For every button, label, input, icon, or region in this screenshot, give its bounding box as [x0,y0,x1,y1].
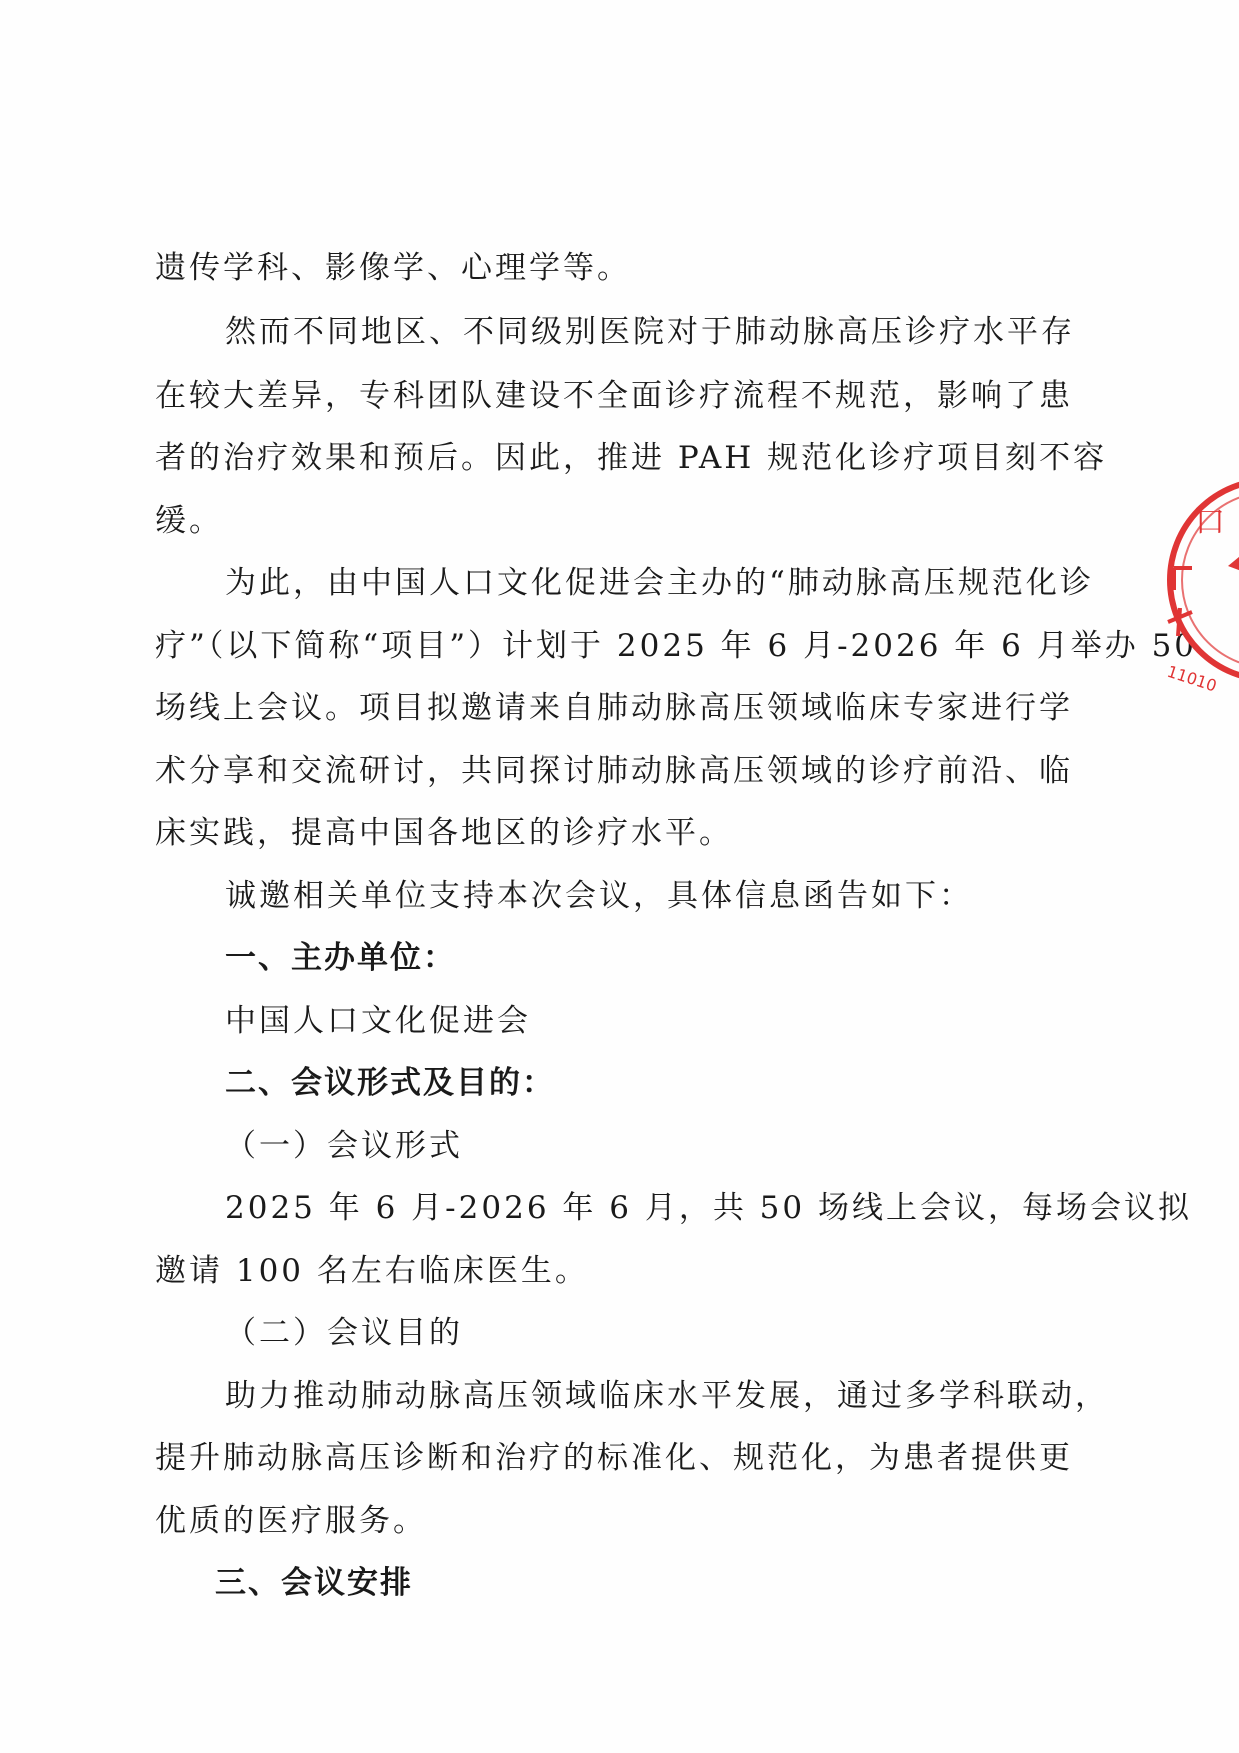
body-line-17: 邀请 100 名左右临床医生。 [155,1253,589,1289]
subsection-heading-1: （一）会议形式 [225,1128,463,1164]
red-seal-stamp [1150,440,1239,720]
body-line-6: 为此，由中国人口文化促进会主办的“肺动脉高压规范化诊 [225,565,1094,601]
body-line-9: 术分享和交流研讨，共同探讨肺动脉高压领域的诊疗前沿、临 [155,753,1073,789]
body-line-5: 缓。 [155,503,223,539]
section-heading-1: 一、主办单位： [225,940,456,976]
seal-code: 11010 [1164,661,1220,696]
body-line-3: 在较大差异，专科团队建设不全面诊疗流程不规范，影响了患 [155,378,1073,414]
section-heading-2: 二、会议形式及目的： [225,1065,555,1101]
body-line-16: 2025 年 6 月-2026 年 6 月，共 50 场线上会议，每场会议拟 [225,1190,1192,1226]
body-line-1: 遗传学科、影像学、心理学等。 [155,250,631,286]
body-line-2: 然而不同地区、不同级别医院对于肺动脉高压诊疗水平存 [225,314,1075,350]
body-line-10: 床实践，提高中国各地区的诊疗水平。 [155,815,733,851]
body-line-20: 提升肺动脉高压诊断和治疗的标准化、规范化，为患者提供更 [155,1440,1073,1476]
body-line-8: 场线上会议。项目拟邀请来自肺动脉高压领域临床专家进行学 [155,690,1073,726]
section-heading-3: 三、会议安排 [215,1565,413,1601]
subsection-heading-2: （二）会议目的 [225,1315,463,1351]
body-line-11: 诚邀相关单位支持本次会议，具体信息函告如下： [225,878,973,914]
body-line-4: 者的治疗效果和预后。因此，推进 PAH 规范化诊疗项目刻不容 [155,440,1108,476]
body-line-7: 疗”（以下简称“项目”）计划于 2025 年 6 月-2026 年 6 月举办 50 [155,628,1198,664]
seal-char: 口 [1195,505,1225,540]
organizer-name: 中国人口文化促进会 [225,1003,531,1039]
body-line-21: 优质的医疗服务。 [155,1503,427,1539]
body-line-19: 助力推动肺动脉高压领域临床水平发展，通过多学科联动， [225,1378,1109,1414]
